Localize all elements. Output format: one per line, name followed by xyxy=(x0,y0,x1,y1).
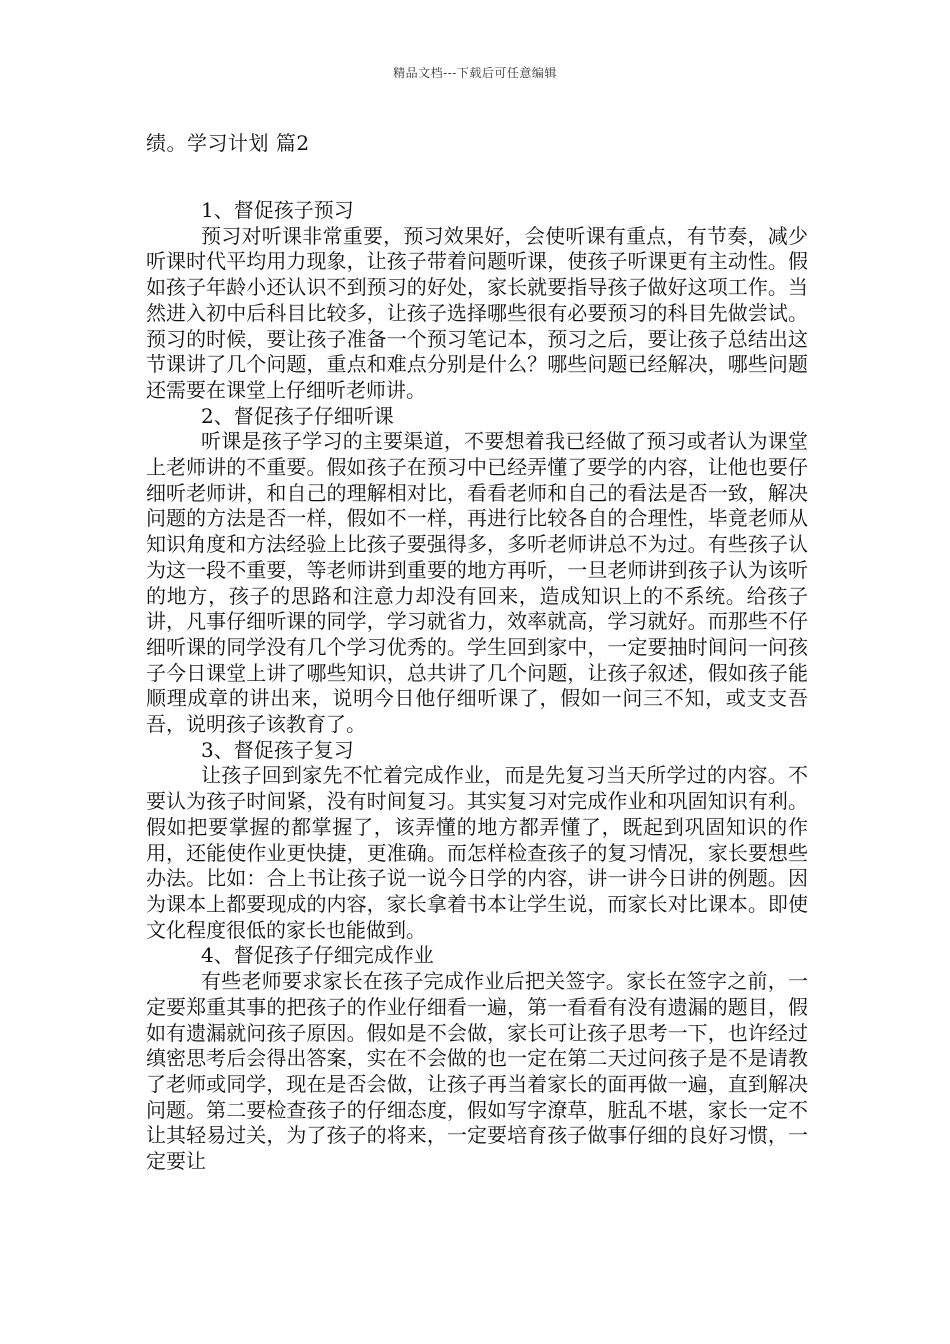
section-heading: 3、督促孩子复习 xyxy=(201,737,354,762)
section-heading: 4、督促孩子仔细完成作业 xyxy=(201,943,434,968)
section-heading: 1、督促孩子预习 xyxy=(201,198,354,222)
section-paragraph: 让孩子回到家先不忙着完成作业，而是先复习当天所学过的内容。不要认为孩子时间紧，没有时间复习。其实复习对完成作业和巩固知识有利。假如把要掌握的都掌握了，该弄懂的地方都弄懂了，既起到巩固知识的作用，还能使作业更快捷，更准确。而怎样检查孩子的复习情况，家长要想些办法。比如：合上书让孩子说一说今日学的内容，讲一讲今日讲的例题。因为课本上都要现成的内容，家长拿着书本让学生说，而家长对比课本。即使文化程度很低的家长也能做到。 xyxy=(146,763,808,942)
section-paragraph: 预习对听课非常重要，预习效果好，会使听课有重点，有节奏，减少听课时代平均用力现象，让孩子带着问题听课，使孩子听课更有主动性。假如孩子年龄小还认识不到预习的好处，家长就要指导孩子做好这项工作。当然进入初中后科目比较多，让孩子选择哪些很有必要预习的科目先做尝试。预习的时候，要让孩子准备一个预习笔记本，预习之后，要让孩子总结出这节课讲了几个问题，重点和难点分别是什么？哪些问题已经解决，哪些问题还需要在课堂上仔细听老师讲。 xyxy=(146,223,808,402)
page-title: 绩。学习计划 篇2 xyxy=(146,131,310,155)
section-paragraph: 有些老师要求家长在孩子完成作业后把关签字。家长在签字之前，一定要郑重其事的把孩子的作业仔细看一遍，第一看看有没有遗漏的题目，假如有遗漏就问孩子原因。假如是不会做，家长可让孩子思考一下，也许经过缜密思考后会得出答案，实在不会做的也一定在第二天过问孩子是不是请教了老师或同学，现在是否会做，让孩子再当着家长的面再做一遍，直到解决问题。第二要检查孩子的仔细态度，假如写字潦草，脏乱不堪，家长一定不让其轻易过关，为了孩子的将来，一定要培育孩子做事仔细的良好习惯，一定要让 xyxy=(146,969,808,1174)
section-paragraph: 听课是孩子学习的主要渠道，不要想着我已经做了预习或者认为课堂上老师讲的不重要。假如孩子在预习中已经弄懂了要学的内容，让他也要仔细听老师讲，和自己的理解相对比，看看老师和自己的看法是否一致，解决问题的方法是否一样，假如不一样，再进行比较各自的合理性，毕竟老师从知识角度和方法经验上比孩子要强得多，多听老师讲总不为过。有些孩子认为这一段不重要，等老师讲到重要的地方再听，一旦老师讲到孩子认为该听的地方，孩子的思路和注意力却没有回来，造成知识上的不系统。给孩子讲，凡事仔细听课的同学，学习就省力，效率就高，学习就好。而那些不仔细听课的同学没有几个学习优秀的。学生回到家中，一定要抽时间问一问孩子今日课堂上讲了哪些知识，总共讲了几个问题，让孩子叙述，假如孩子能顺理成章的讲出来，说明今日他仔细听课了，假如一问三不知，或支支吾吾，说明孩子该教育了。 xyxy=(146,429,808,737)
page-header: 精品文档---下载后可任意编辑 xyxy=(393,66,557,80)
section-heading: 2、督促孩子仔细听课 xyxy=(201,403,394,428)
document-body xyxy=(146,198,808,1175)
